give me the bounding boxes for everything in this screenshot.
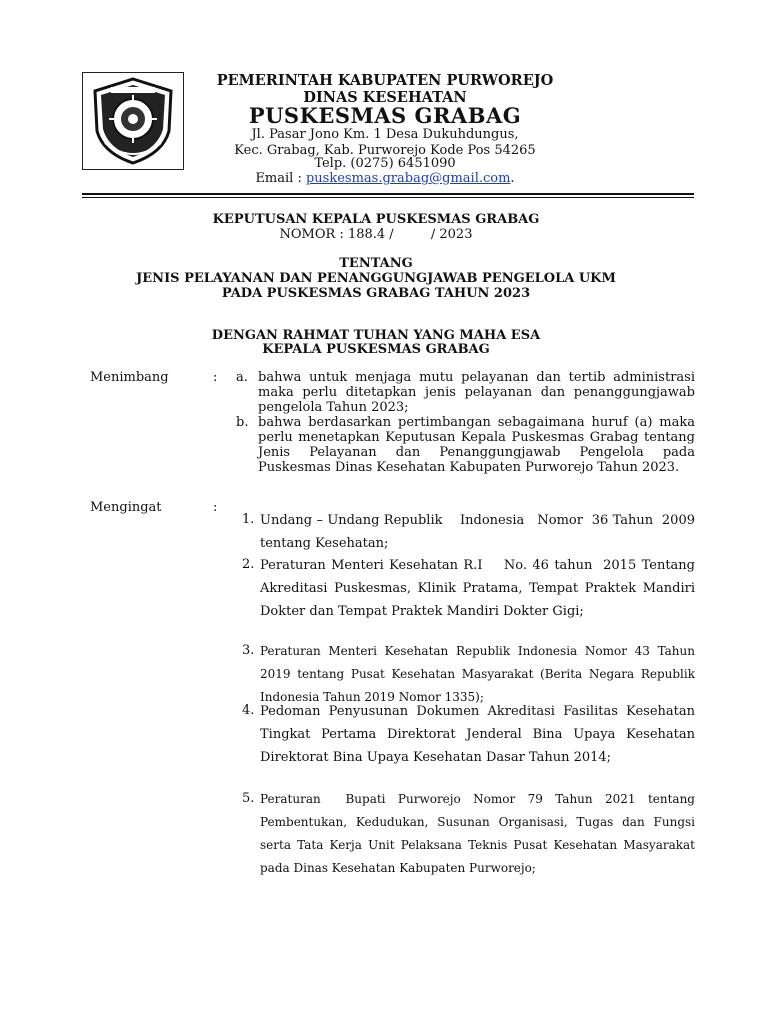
- mengingat-item-text: Peraturan Menteri Kesehatan Republik Indonesia Nomor 43 Tahun 2019 tentang Pusat Kesehatan Masyarakat (Berita Negara Republik Indonesia Tahun 2019 Nomor 1335);: [260, 644, 695, 704]
- decree-number: NOMOR : 188.4 / / 2023: [279, 227, 473, 242]
- decree-subject-line-1: JENIS PELAYANAN DAN PENANGGUNGJAWAB PENGELOLA UKM: [136, 271, 616, 286]
- decree-subject-line-2: PADA PUSKESMAS GRABAG TAHUN 2023: [221, 286, 531, 301]
- department-name: DINAS KESEHATAN: [303, 89, 467, 106]
- mengingat-item-mark: 2.: [242, 557, 255, 572]
- phone-number: Telp. (0275) 6451090: [314, 156, 456, 171]
- email-link[interactable]: puskesmas.grabag@gmail.com: [305, 171, 511, 186]
- menimbang-label: Menimbang: [90, 370, 169, 385]
- mengingat-item-text: Undang – Undang Republik Indonesia Nomor 36 Tahun 2009 tentang Kesehatan;: [260, 513, 708, 551]
- mengingat-item-text: Peraturan Bupati Purworejo Nomor 79 Tahun 2021 tentang Pembentukan, Kedudukan, Susunan Organisasi, Tugas dan Fungsi serta Tata Kerja Unit Pelaksana Teknis Pusat Kesehatan Masyarakat pada Dinas Kesehatan Kabupaten Purworejo;: [260, 792, 699, 875]
- menimbang-item-text: bahwa berdasarkan pertimbangan sebagaimana huruf (a) maka perlu menetapkan Keputusan Kepala Puskesmas Grabag tentang Jenis Pelayanan dan Penanggungjawab Pengelola pada Puskesmas Dinas Kesehatan Kabupaten Purworejo Tahun 2023.: [258, 415, 695, 475]
- letterhead-rule-thick: [82, 193, 694, 195]
- mengingat-label: Mengingat: [90, 500, 162, 515]
- decree-title: KEPUTUSAN KEPALA PUSKESMAS GRABAG: [212, 212, 540, 227]
- email-label: Email :: [255, 171, 306, 186]
- mengingat-item-mark: 3.: [242, 643, 255, 658]
- mengingat-item-text: Pedoman Penyusunan Dokumen Akreditasi Fasilitas Kesehatan Tingkat Pertama Direktorat Jenderal Bina Upaya Kesehatan Direktorat Bina Upaya Kesehatan Dasar Tahun 2014;: [260, 704, 695, 765]
- email-suffix: .: [510, 171, 515, 186]
- decree-about: TENTANG: [339, 256, 413, 271]
- letterhead-rule-thin: [82, 197, 694, 198]
- mengingat-colon: :: [213, 500, 218, 515]
- blessing-line-2: KEPALA PUSKESMAS GRABAG: [262, 342, 490, 357]
- menimbang-item-mark: b.: [236, 415, 249, 430]
- menimbang-colon: :: [213, 370, 218, 385]
- mengingat-item-mark: 1.: [242, 512, 255, 527]
- address-line-2: Kec. Grabag, Kab. Purworejo Kode Pos 54265: [234, 143, 536, 158]
- menimbang-item-text: bahwa untuk menjaga mutu pelayanan dan tertib administrasi maka perlu ditetapkan jenis pelayanan dan penanggungjawab pengelola Tahun 2023;: [258, 370, 695, 415]
- mengingat-item-mark: 4.: [242, 703, 255, 718]
- address-line-1: Jl. Pasar Jono Km. 1 Desa Dukuhdungus,: [251, 127, 519, 142]
- institution-name: PUSKESMAS GRABAG: [248, 103, 522, 128]
- blessing-line-1: DENGAN RAHMAT TUHAN YANG MAHA ESA: [211, 328, 541, 343]
- government-name: PEMERINTAH KABUPATEN PURWOREJO: [216, 72, 554, 89]
- email-line: [90, 171, 680, 186]
- mengingat-item-text: Peraturan Menteri Kesehatan R.I No. 46 tahun 2015 Tentang Akreditasi Puskesmas, Klinik Pratama, Tempat Praktek Mandiri Dokter dan Tempat Praktek Mandiri Dokter Gigi;: [260, 558, 700, 619]
- menimbang-item-mark: a.: [236, 370, 248, 385]
- mengingat-item-mark: 5.: [242, 791, 255, 806]
